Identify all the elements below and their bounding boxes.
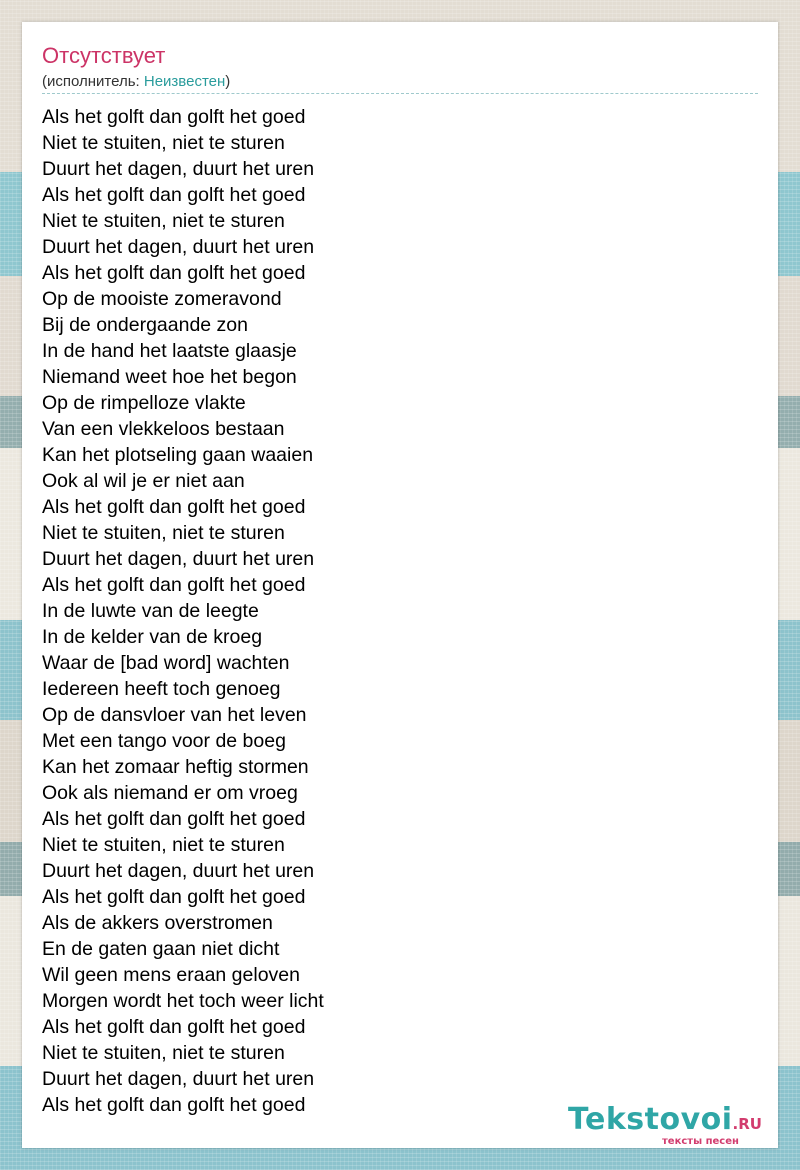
lyric-line: Kan het zomaar heftig stormen [42,756,309,778]
lyric-line: Als het golft dan golft het goed [42,808,306,830]
lyric-line: Niet te stuiten, niet te sturen [42,132,285,154]
lyric-line: Duurt het dagen, duurt het uren [42,158,315,180]
lyric-line: In de kelder van de kroeg [42,626,263,648]
lyric-line: Als het golft dan golft het goed [42,262,306,284]
lyric-line: Wil geen mens eraan geloven [42,964,300,986]
logo-subtitle: тексты песен [662,1136,739,1147]
lyric-line: Kan het plotseling gaan waaien [42,444,314,466]
lyric-line: Als het golft dan golft het goed [42,106,306,128]
artist-suffix: ) [225,73,231,90]
lyric-line: Iedereen heeft toch genoeg [42,678,281,700]
artist-link[interactable]: Неизвестен [143,73,226,90]
lyric-line: Niet te stuiten, niet te sturen [42,522,285,544]
lyric-line: Als het golft dan golft het goed [42,1094,306,1116]
lyric-line: Niet te stuiten, niet te sturen [42,834,285,856]
lyrics-text [42,104,324,1118]
lyric-line: Duurt het dagen, duurt het uren [42,548,315,570]
lyric-line: Bij de ondergaande zon [42,314,248,336]
lyric-line: Op de dansvloer van het leven [42,704,307,726]
lyric-line: Ook als niemand er om vroeg [42,782,298,804]
lyric-line: Als het golft dan golft het goed [42,574,306,596]
lyric-line: Met een tango voor de boeg [42,730,286,752]
lyric-line: Als het golft dan golft het goed [42,886,306,908]
song-title: Отсутствует [42,43,166,68]
lyric-line: Duurt het dagen, duurt het uren [42,860,315,882]
site-logo[interactable] [568,1102,778,1148]
lyrics-card [22,22,778,1148]
logo-name: Tekstovoi [568,1102,733,1137]
lyric-line: Duurt het dagen, duurt het uren [42,1068,315,1090]
lyric-line: Van een vlekkeloos bestaan [42,418,285,440]
lyric-line: Waar de [bad word] wachten [42,652,290,674]
lyric-line: Als de akkers overstromen [42,912,273,934]
lyric-line: Op de mooiste zomeravond [42,288,282,310]
title-divider [42,93,758,94]
lyric-line: In de hand het laatste glaasje [42,340,297,362]
lyric-line: Als het golft dan golft het goed [42,184,306,206]
lyric-line: In de luwte van de leegte [42,600,259,622]
lyric-line: Niemand weet hoe het begon [42,366,297,388]
lyric-line: Niet te stuiten, niet te sturen [42,1042,285,1064]
lyric-line: Als het golft dan golft het goed [42,496,306,518]
lyric-line: Als het golft dan golft het goed [42,1016,306,1038]
lyric-line: Niet te stuiten, niet te sturen [42,210,285,232]
artist-line [42,73,230,91]
lyric-line: En de gaten gaan niet dicht [42,938,280,960]
lyric-line: Op de rimpelloze vlakte [42,392,246,414]
logo-tld: .RU [732,1115,762,1133]
lyric-line: Duurt het dagen, duurt het uren [42,236,315,258]
lyric-line: Morgen wordt het toch weer licht [42,990,324,1012]
artist-prefix: (исполнитель: [42,73,144,90]
lyric-line: Ook al wil je er niet aan [42,470,245,492]
